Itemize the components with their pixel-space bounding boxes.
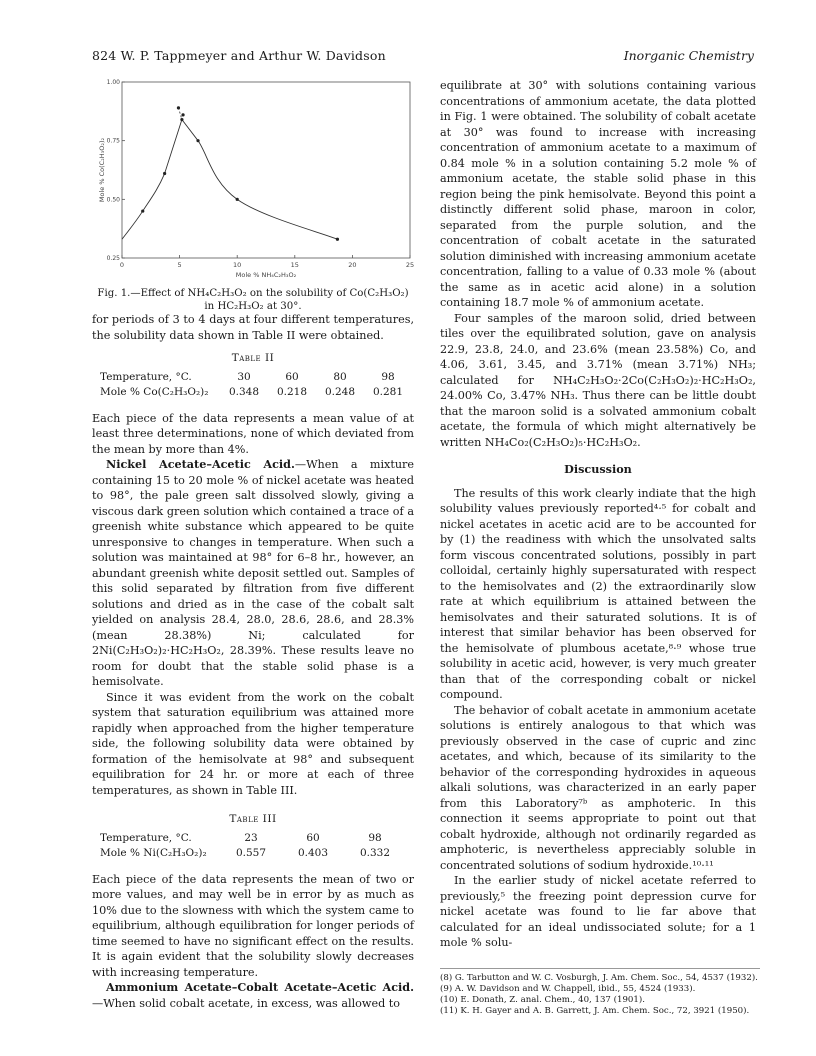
figure-caption xyxy=(92,287,414,313)
section-heading: Nickel Acetate–Acetic Acid. xyxy=(106,457,295,471)
data-point xyxy=(336,238,339,241)
table-cell: 0.218 xyxy=(276,386,308,398)
paragraph: Since it was evident from the work on the cobalt system that saturation equilibrium was attained more rapidly when approached from the higher temperature side, the following solubility data were obtained by formation of the hemisolvate at 98° and subsequent equilibration for 24 hr. or more at each of three temperatures, as shown in Table III. xyxy=(92,690,414,797)
x-tick-label: 25 xyxy=(405,261,415,269)
table-cell: 23 xyxy=(244,831,258,844)
table-cell: 98 xyxy=(381,370,395,383)
row-label: Temperature, °C. xyxy=(100,370,192,383)
paragraph: The behavior of cobalt acetate in ammonium acetate solutions is entirely analogous to that which was previously observed in the case of cupric and zinc acetates, and which, because of its similarity to the behavior of the corresponding hydroxides in aqueous alkali solutions, was characterized in an early paper from this Laboratory⁷ᵇ as amphoteric. In this connection it seems appropriate to point out that cobalt hydroxide, although not ordinarily regarded as amphoteric, is nevertheless appreciably soluble in concentrated solutions of sodium hydroxide.¹⁰·¹¹ xyxy=(440,703,756,872)
footnotes xyxy=(440,968,760,1017)
table-3-title: Table III xyxy=(229,813,277,825)
table-cell: 0.403 xyxy=(297,847,329,859)
y-tick-label: 1.00 xyxy=(106,79,120,86)
data-point xyxy=(196,139,199,142)
paragraph: In the earlier study of nickel acetate referred to previously,⁵ the freezing point depression curve for nickel acetate was found to lie far above that calculated for an ideal undissociated solute; for a 1 mole % solu- xyxy=(440,874,756,949)
section-heading: Ammonium Acetate–Cobalt Acetate–Acetic Acid. xyxy=(106,980,414,994)
metastable-extension xyxy=(178,108,181,120)
table-row xyxy=(92,370,414,386)
x-tick-label: 0 xyxy=(119,261,125,269)
ammonium-section xyxy=(92,980,414,1011)
running-header-left: 824 W. P. Tappmeyer and Arthur W. Davidson xyxy=(92,48,386,63)
x-tick-label: 15 xyxy=(290,261,299,269)
table-cell: 0.248 xyxy=(324,386,356,398)
table-cell: 0.332 xyxy=(359,847,391,859)
table-row xyxy=(92,385,414,401)
section-text: —When solid cobalt acetate, in excess, was allowed to xyxy=(92,996,401,1010)
solubility-curve xyxy=(122,120,337,240)
row-label: Mole % Ni(C₂H₃O₂)₂ xyxy=(100,847,207,859)
footnote: (10) E. Donath, Z. anal. Chem., 40, 137 (1901). xyxy=(440,995,645,1005)
table-cell: 60 xyxy=(285,370,299,383)
table-2 xyxy=(92,351,414,401)
x-tick-label: 5 xyxy=(177,261,182,269)
paragraph: Each piece of the data represents the mean of two or more values, and may well be in error by as much as 10% due to the slowness with which the system came to equilibrium, although equilibration for longer periods of time seemed to have no significant effect on the results. It is again evident that the solubility slowly decreases with increasing temperature. xyxy=(92,872,414,979)
table-cell: 0.348 xyxy=(228,386,260,398)
solubility-chart xyxy=(92,72,422,282)
figure-caption-line-1: Fig. 1.—Effect of NH₄C₂H₃O₂ on the solubility of Co(C₂H₃O₂) xyxy=(97,288,409,299)
figure-1 xyxy=(92,72,422,312)
left-column xyxy=(92,312,414,1011)
data-point xyxy=(141,209,144,212)
paragraph: Each piece of the data represents a mean value of at least three determinations, none of which deviated from the mean by more than 4%. xyxy=(92,411,414,456)
data-point xyxy=(181,113,184,116)
y-tick-label: 0.25 xyxy=(106,255,120,262)
y-tick-label: 0.50 xyxy=(106,196,120,204)
table-row xyxy=(92,831,414,847)
footnote: (11) K. H. Gayer and A. B. Garrett, J. Am. Chem. Soc., 72, 3921 (1950). xyxy=(440,1006,750,1016)
section-text: —When a mixture containing 15 to 20 mole % of nickel acetate was heated to 98°, the pale green salt dissolved slowly, giving a viscous dark green solution which contained a trace of a greenish white substance which appeared to be quite unresponsive to changes in temperature. When such a solution was maintained at 98° for 6–8 hr., however, an abundant greenish white deposit settled out. Samples of this solid separated by filtration from five different solutions and dried as in the case of the cobalt salt yielded on analysis 28.4, 28.0, 28.6, 28.6, and 28.3% (mean 28.38%) Ni; calculated for 2Ni(C₂H₃O₂)₂·HC₂H₃O₂, 28.39%. These results leave no room for doubt that the stable solid phase is a hemisolvate. xyxy=(92,458,415,688)
y-tick-label: 0.75 xyxy=(106,137,120,145)
data-point xyxy=(180,118,183,121)
table-cell: 60 xyxy=(306,831,320,844)
data-point xyxy=(163,172,166,175)
row-label: Temperature, °C. xyxy=(100,831,192,844)
data-point xyxy=(177,106,180,109)
row-label: Mole % Co(C₂H₃O₂)₂ xyxy=(100,386,209,398)
table-cell: 98 xyxy=(368,831,382,844)
plot-frame xyxy=(122,82,410,258)
table-2-title: Table II xyxy=(231,352,275,364)
figure-caption-line-2: in HC₂H₃O₂ at 30°. xyxy=(204,301,302,312)
right-column xyxy=(440,78,756,951)
paragraph: Four samples of the maroon solid, dried between tiles over the equilibrated solution, gave on analysis 22.9, 23.8, 24.0, and 23.6% (mean 23.58%) Co, and 4.06, 3.61, 3.45, and 3.71% (mean 3.71%) NH₃; calculated for NH₄C₂H₃O₂·2Co(C₂H₃O₂)₂·HC₂H₃O₂, 24.00% Co, 3.47% NH₃. Thus there can be little doubt that the maroon solid is a solvated ammonium cobalt acetate, the formula of which might alternatively be written NH₄Co₂(C₂H₃O₂)₅·HC₂H₃O₂. xyxy=(440,311,756,449)
y-axis-label: Mole % Co(C₂H₃O₂)₂ xyxy=(98,137,106,203)
paragraph: equilibrate at 30° with solutions containing various concentrations of ammonium acetate, the data plotted in Fig. 1 were obtained. The solubility of cobalt acetate at 30° was found to increase with increasing concentration of ammonium acetate to a maximum of 0.84 mole % in a solution containing 5.2 mole % of ammonium acetate, the stable solid phase in this region being the pink hemisolvate. Beyond this point a distinctly different solid phase, maroon in color, separated from the purple solution, and the concentration of cobalt acetate in the saturated solution diminished with increasing ammonium acetate concentration, falling to a value of 0.33 mole % (about the same as in acetic acid alone) in a solution containing 18.7 mole % of ammonium acetate. xyxy=(440,79,756,309)
footnote: (9) A. W. Davidson and W. Chappell, ibid., 55, 4524 (1933). xyxy=(440,984,696,994)
table-row xyxy=(92,846,414,862)
paragraph: for periods of 3 to 4 days at four different temperatures, the solubility data shown in Table II were obtained. xyxy=(92,313,414,342)
table-cell: 0.281 xyxy=(372,386,404,398)
paragraph: The results of this work clearly indiate that the high solubility values previously reported⁴·⁵ for cobalt and nickel acetates in acetic acid are to be accounted for by (1) the readiness with which the unsolvated salts form viscous concentrated solutions, possibly in part colloidal, certainly highly supersaturated with respect to the hemisolvates and (2) the extraordinarily slow rate at which equilibrium is attained between the hemisolvates and their saturated solutions. It is of interest that similar behavior has been observed for the hemisolvate of plumbous acetate,⁸·⁹ whose true solubility in acetic acid, however, is very much greater than that of the corresponding cobalt or nickel compound. xyxy=(440,486,756,701)
table-cell: 0.557 xyxy=(235,847,267,859)
table-3 xyxy=(92,812,414,862)
x-axis-label: Mole % NH₄C₂H₃O₂ xyxy=(235,271,297,279)
x-tick-label: 10 xyxy=(233,261,242,269)
x-tick-label: 20 xyxy=(348,261,357,269)
table-cell: 80 xyxy=(333,370,347,383)
footnote: (8) G. Tarbutton and W. C. Vosburgh, J. Am. Chem. Soc., 54, 4537 (1932). xyxy=(440,973,758,983)
discussion-heading: Discussion xyxy=(564,462,632,476)
table-cell: 30 xyxy=(237,370,251,383)
journal-name: Inorganic Chemistry xyxy=(623,48,754,63)
data-point xyxy=(236,198,239,201)
nickel-section xyxy=(92,457,414,690)
